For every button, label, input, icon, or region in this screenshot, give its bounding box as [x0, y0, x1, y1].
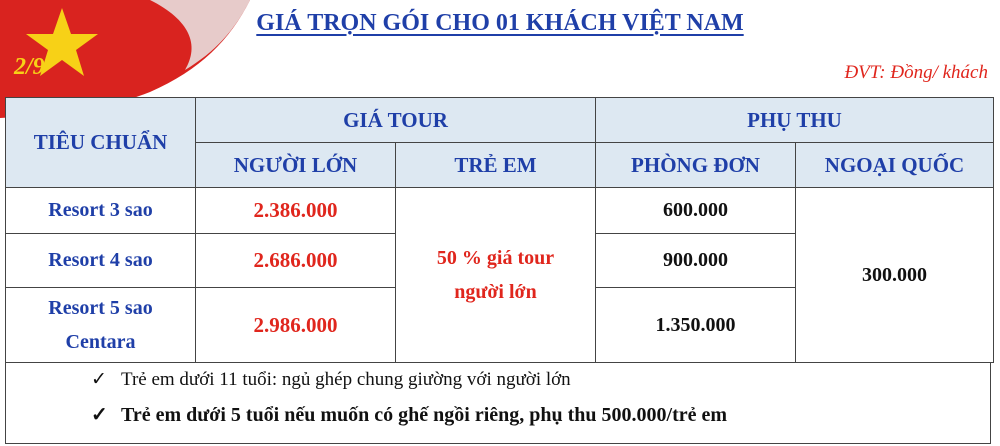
note-text: Trẻ em dưới 11 tuổi: ngủ ghép chung giường với người lớn — [121, 369, 571, 390]
standard-line1: Resort 5 sao — [48, 297, 153, 319]
note-item — [91, 402, 727, 427]
standard-cell — [6, 288, 196, 363]
note-item — [91, 368, 571, 391]
child-price-line1: 50 % giá tour — [436, 247, 555, 269]
header-adult: NGƯỜI LỚN — [196, 143, 396, 188]
header-child: TRẺ EM — [396, 143, 596, 188]
header-surcharge: PHỤ THU — [596, 98, 994, 143]
adult-price-cell: 2.686.000 — [196, 234, 396, 288]
page-title: GIÁ TRỌN GÓI CHO 01 KHÁCH VIỆT NAM — [256, 10, 744, 36]
check-icon: ✓ — [91, 404, 108, 426]
header-foreigner: NGOẠI QUỐC — [796, 143, 994, 188]
flag-badge: 2/9 — [14, 54, 45, 80]
child-price-line2: người lớn — [454, 281, 537, 303]
single-room-cell: 600.000 — [596, 188, 796, 234]
standard-cell: Resort 3 sao — [6, 188, 196, 234]
adult-price-cell: 2.986.000 — [196, 288, 396, 363]
check-icon: ✓ — [91, 369, 107, 390]
header-standard: TIÊU CHUẨN — [6, 98, 196, 188]
adult-price-cell: 2.386.000 — [196, 188, 396, 234]
header-single-room: PHÒNG ĐƠN — [596, 143, 796, 188]
standard-line2: Centara — [65, 331, 136, 353]
header-tour-price: GIÁ TOUR — [196, 98, 596, 143]
notes-box — [5, 362, 991, 444]
child-price-cell — [396, 188, 596, 363]
standard-cell: Resort 4 sao — [6, 234, 196, 288]
single-room-cell: 1.350.000 — [596, 288, 796, 363]
single-room-cell: 900.000 — [596, 234, 796, 288]
price-table — [5, 97, 994, 363]
foreigner-price-cell: 300.000 — [796, 188, 994, 363]
unit-label: ĐVT: Đồng/ khách — [844, 62, 988, 83]
table-row — [6, 188, 994, 234]
note-text: Trẻ em dưới 5 tuổi nếu muốn có ghế ngồi riêng, phụ thu 500.000/trẻ em — [121, 404, 728, 426]
